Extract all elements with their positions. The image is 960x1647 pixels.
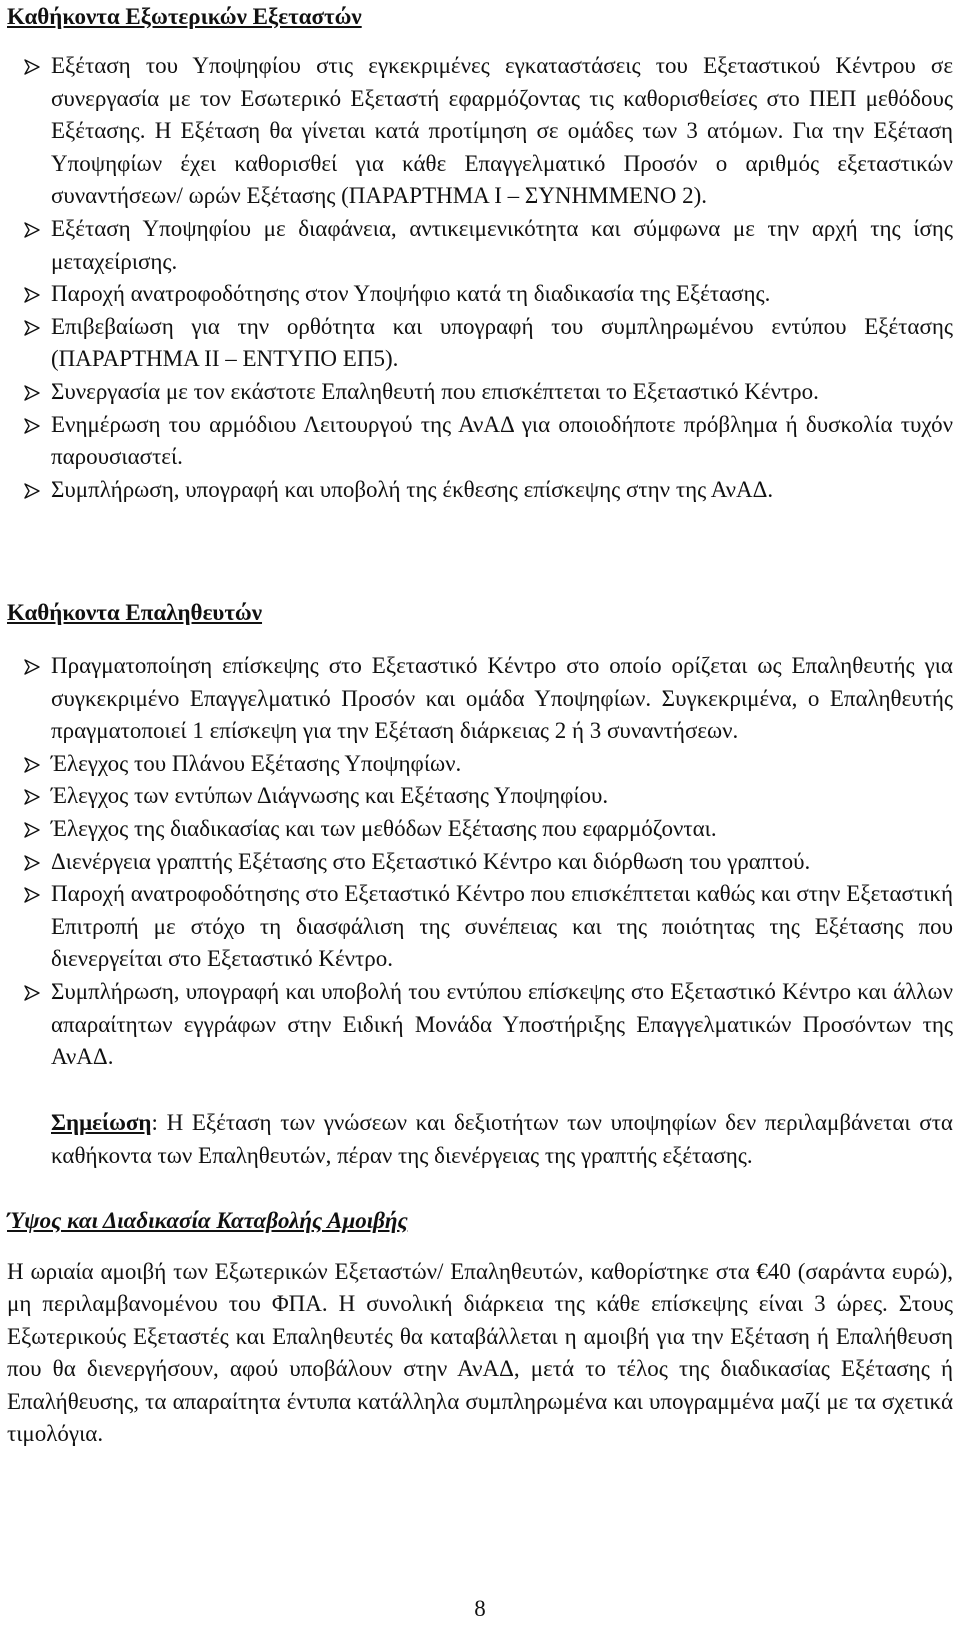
arrow-bullet-icon (24, 222, 40, 238)
list-item: Συνεργασία με τον εκάστοτε Επαληθευτή που επισκέπτεται το Εξεταστικό Κέντρο. (7, 376, 953, 409)
list-item: Παροχή ανατροφοδότησης στο Εξεταστικό Κέντρο που επισκέπτεται καθώς και στην Εξεταστική Επιτροπή με στόχο τη διασφάλιση της συνέπειας και της ποιότητας της Εξέτασης που διενεργείται στο Εξεταστικό Κέντρο. (7, 878, 953, 976)
arrow-bullet-icon (24, 757, 40, 773)
heading-fee-payment: Ύψος και Διαδικασία Καταβολής Αμοιβής (7, 1208, 408, 1233)
list-item: Παροχή ανατροφοδότησης στον Υποψήφιο κατά τη διαδικασία της Εξέτασης. (7, 278, 953, 311)
fee-paragraph: Η ωριαία αμοιβή των Εξωτερικών Εξεταστών/ Επαληθευτών, καθορίστηκε στα €40 (σαράντα ευρώ), μη περιλαμβανομένου του ΦΠΑ. Η συνολική διάρκεια της κάθε επίσκεψης είναι 3 ώρες. Στους Εξωτερικούς Εξεταστές και Επαληθευτές θα καταβάλλεται η αμοιβή για την Εξέταση ή Επαλήθευση που θα διενεργήσουν, αφού υποβάλουν στην ΑνΑΔ, μετά το τέλος της διαδικασίας Εξέτασης ή Επαλήθευσης, τα απαραίτητα έντυπα κατάλληλα συμπληρωμένα και υπογραμμένα μαζί με τα σχετικά τιμολόγια. (7, 1259, 953, 1447)
arrow-bullet-icon (24, 59, 40, 75)
list-item: Συμπλήρωση, υπογραφή και υποβολή της έκθεσης επίσκεψης στην της ΑνΑΔ. (7, 474, 953, 507)
list-item: Πραγματοποίηση επίσκεψης στο Εξεταστικό Κέντρο στο οποίο ορίζεται ως Επαληθευτής για συγκεκριμένο Επαγγελματικό Προσόν και ομάδα Υποψηφίων. Συγκεκριμένα, ο Επαληθευτής πραγματοποιεί 1 επίσκεψη για την Εξέταση διάρκειας 2 ή 3 συναντήσεων. (7, 650, 953, 748)
arrow-bullet-icon (24, 418, 40, 434)
note-paragraph (7, 1107, 953, 1172)
list-item: Εξέταση Υποψηφίου με διαφάνεια, αντικειμενικότητα και σύμφωνα με την αρχή της ίσης μεταχείρισης. (7, 213, 953, 278)
list-item: Εξέταση του Υποψηφίου στις εγκεκριμένες εγκαταστάσεις του Εξεταστικού Κέντρου σε συνεργασία με τον Εσωτερικό Εξεταστή εφαρμόζοντας τις καθορισθείσες στο ΠΕΠ μεθόδους Εξέτασης. Η Εξέταση θα γίνεται κατά προτίμηση σε ομάδες των 3 ατόμων. Για την Εξέταση Υποψηφίων έχει καθορισθεί για κάθε Επαγγελματικό Προσόν ο αριθμός εξεταστικών συναντήσεων/ ωρών Εξέτασης (ΠΑΡΑΡΤΗΜΑ Ι – ΣΥΝΗΜΜΕΝΟ 2). (7, 50, 953, 213)
heading-external-examiners-duties: Καθήκοντα Εξωτερικών Εξεταστών (7, 4, 362, 29)
arrow-bullet-icon (24, 385, 40, 401)
note-text: : Η Εξέταση των γνώσεων και δεξιοτήτων των υποψηφίων δεν περιλαμβάνεται στα καθήκοντα των Επαληθευτών, πέραν της διενέργειας της γραπτής εξέτασης. (51, 1110, 953, 1168)
list-item: Επιβεβαίωση για την ορθότητα και υπογραφή του συμπληρωμένου εντύπου Εξέτασης (ΠΑΡΑΡΤΗΜΑ ΙΙ – ΕΝΤΥΠΟ ΕΠ5). (7, 311, 953, 376)
examiners-duties-list (7, 50, 953, 506)
list-item: Συμπλήρωση, υπογραφή και υποβολή του εντύπου επίσκεψης στο Εξεταστικό Κέντρο και άλλων απαραίτητων εγγράφων στην Ειδική Μονάδα Υποστήριξης Επαγγελματικών Προσόντων της ΑνΑΔ. (7, 976, 953, 1074)
arrow-bullet-icon (24, 320, 40, 336)
arrow-bullet-icon (24, 789, 40, 805)
list-item: Έλεγχος των εντύπων Διάγνωσης και Εξέτασης Υποψηφίου. (7, 780, 953, 813)
list-item: Έλεγχος του Πλάνου Εξέτασης Υποψηφίων. (7, 748, 953, 781)
note-label: Σημείωση (51, 1110, 152, 1135)
arrow-bullet-icon (24, 887, 40, 903)
arrow-bullet-icon (24, 822, 40, 838)
arrow-bullet-icon (24, 855, 40, 871)
arrow-bullet-icon (24, 287, 40, 303)
arrow-bullet-icon (24, 985, 40, 1001)
list-item: Διενέργεια γραπτής Εξέτασης στο Εξεταστικό Κέντρο και διόρθωση του γραπτού. (7, 846, 953, 879)
page-number: 8 (474, 1596, 486, 1621)
arrow-bullet-icon (24, 659, 40, 675)
arrow-bullet-icon (24, 483, 40, 499)
list-item: Ενημέρωση του αρμόδιου Λειτουργού της ΑνΑΔ για οποιοδήποτε πρόβλημα ή δυσκολία τυχόν παρουσιαστεί. (7, 409, 953, 474)
heading-verifiers-duties: Καθήκοντα Επαληθευτών (7, 600, 263, 625)
list-item: Έλεγχος της διαδικασίας και των μεθόδων Εξέτασης που εφαρμόζονται. (7, 813, 953, 846)
verifiers-duties-list (7, 650, 953, 1074)
